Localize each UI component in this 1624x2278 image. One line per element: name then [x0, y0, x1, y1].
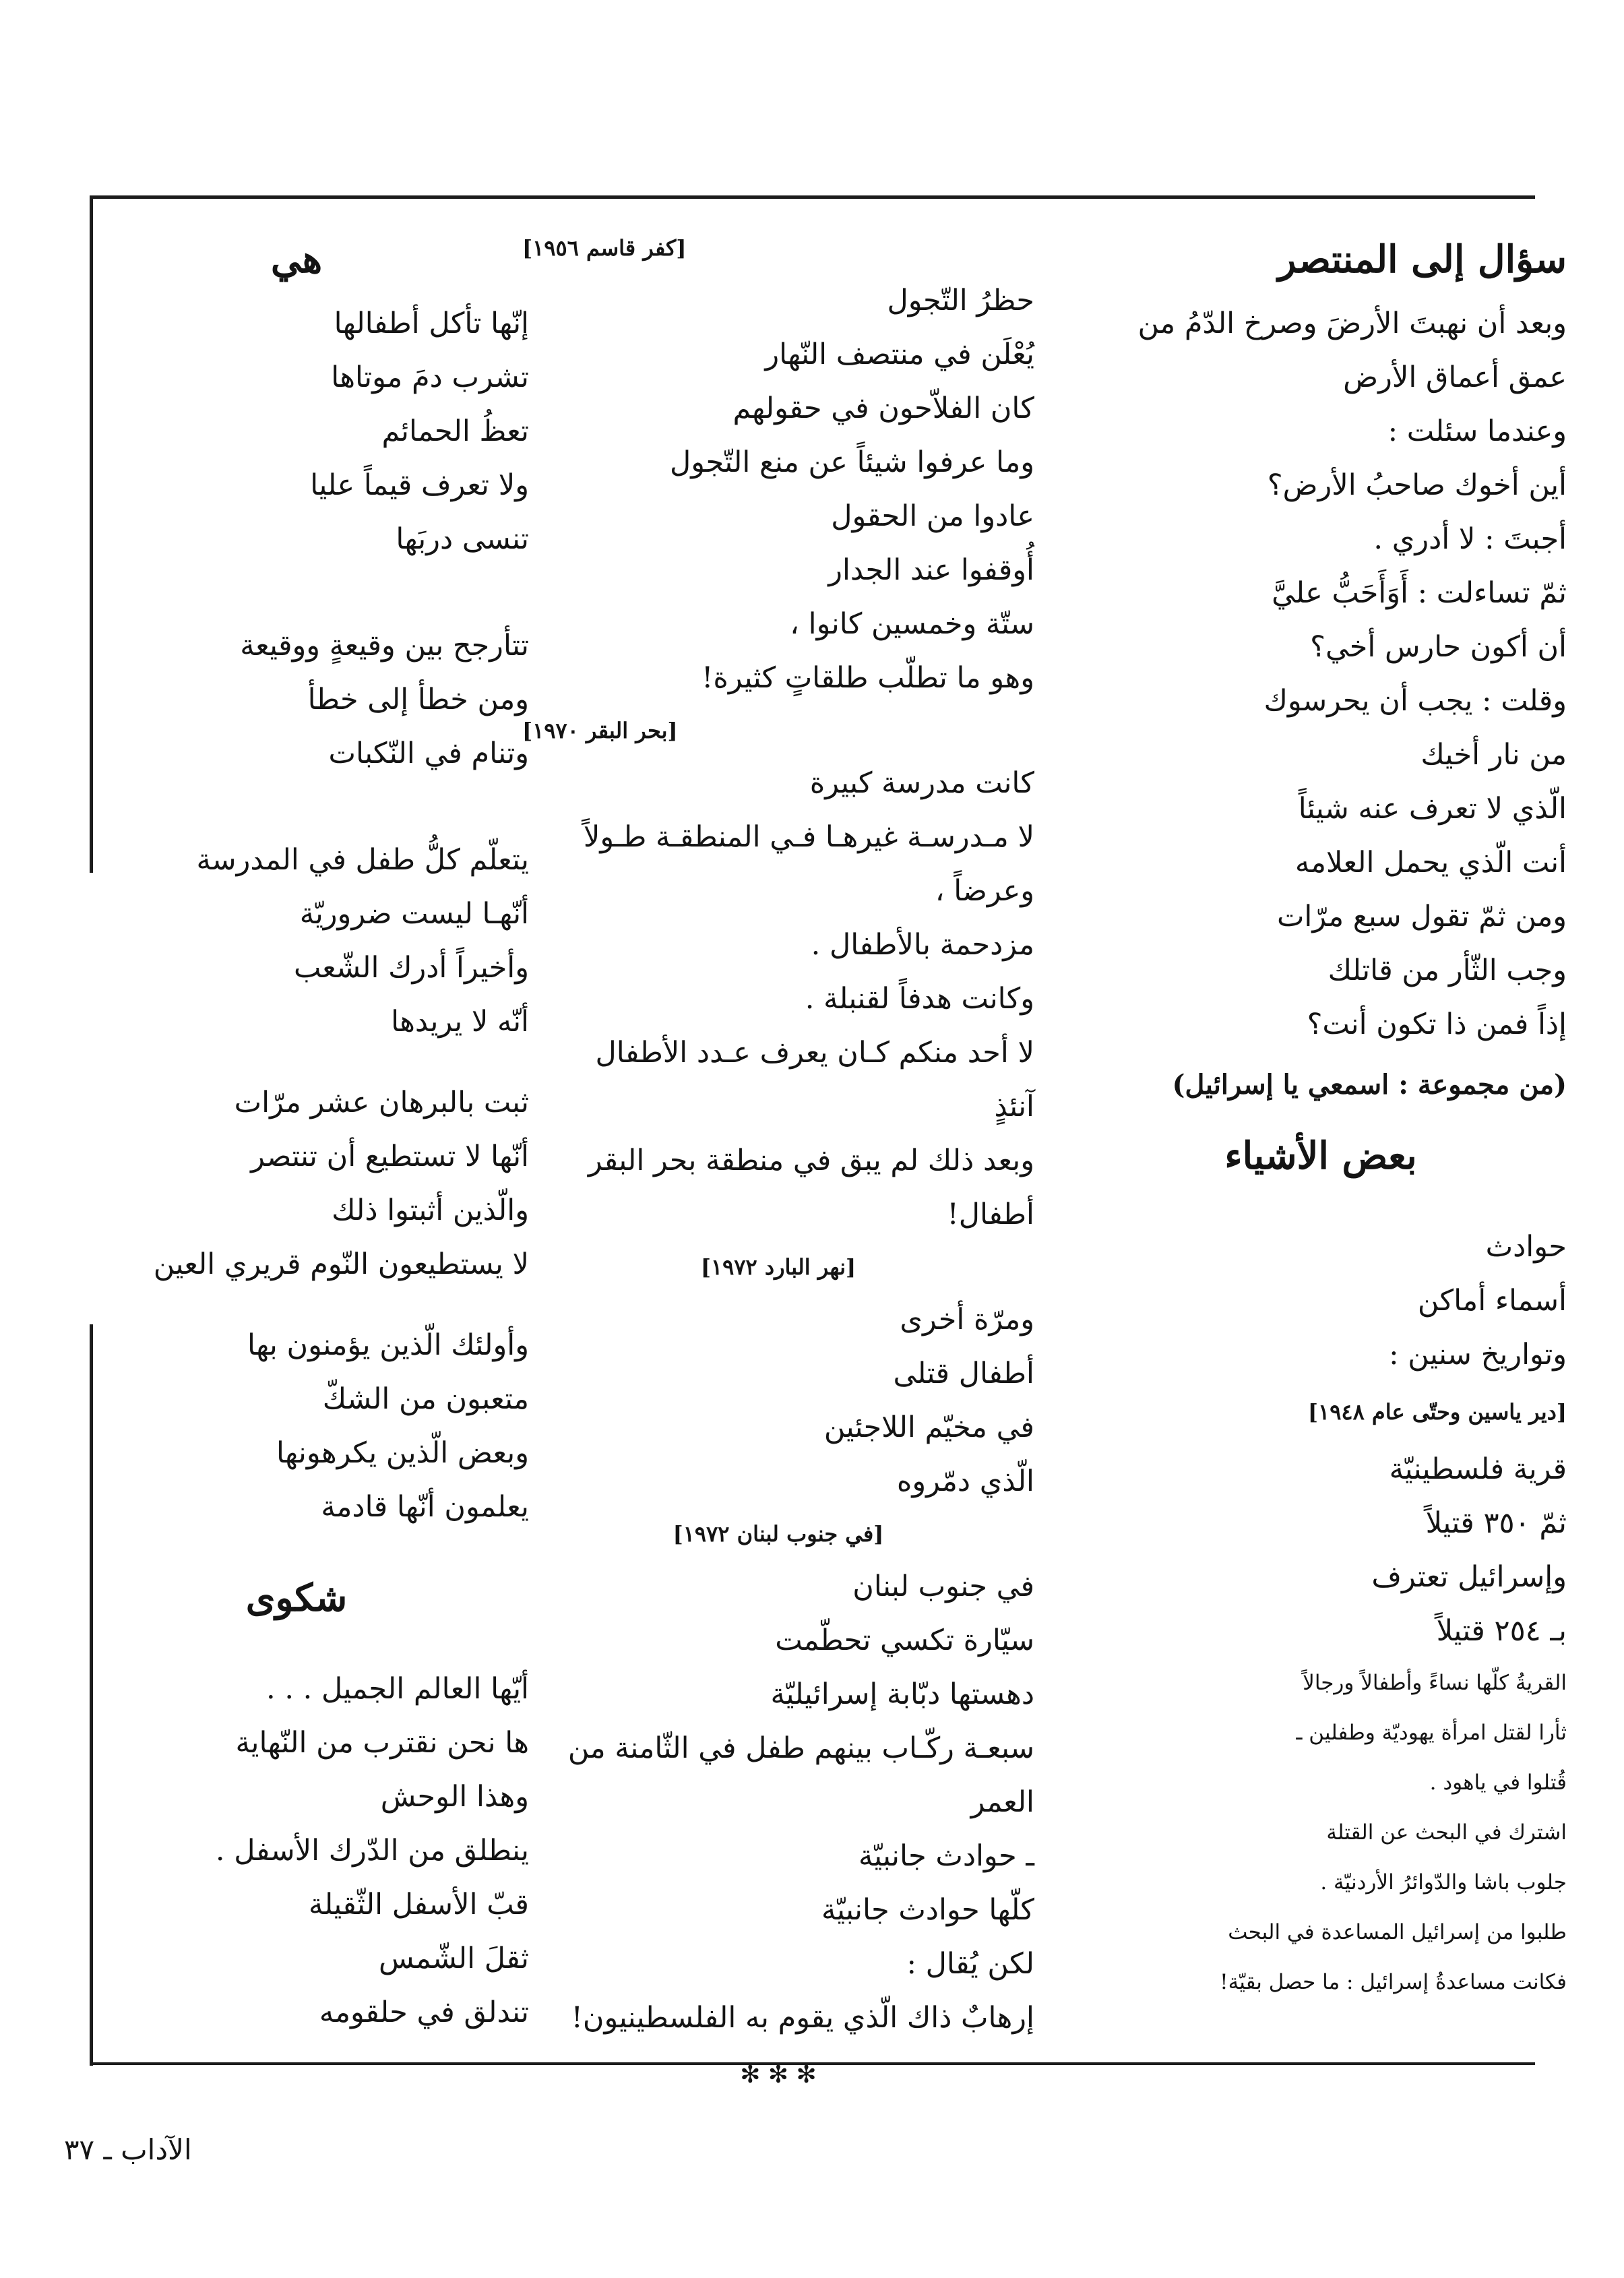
poem-line-small: جلوب باشا والدّوائرُ الأردنيّة . [1320, 1870, 1567, 1895]
poem-title-some-things: بعض الأشياء [1224, 1134, 1417, 1178]
poem-line: آنئذٍ [994, 1090, 1034, 1123]
section-subheading: [دير ياسين وحتّى عام ١٩٤٨] [1307, 1399, 1567, 1425]
poem-line: تنسى دربَها [396, 522, 529, 556]
poem-line: ـ حوادث جانبيّة [858, 1839, 1034, 1873]
poem-line: وأخيراً أدرك الشّعب [294, 951, 529, 985]
poem-line: إذاً فمن ذا تكون أنت؟ [1307, 1008, 1567, 1041]
poem-line: وعرضاً ، [935, 874, 1034, 908]
poem-line: لا أحد منكم كـان يعرف عـدد الأطفال [595, 1036, 1034, 1070]
poem-line: إنّها تأكل أطفالها [334, 307, 529, 340]
right-column [1075, 222, 1567, 2007]
poem-source-note: (من مجموعة : اسمعي يا إسرائيل) [1172, 1069, 1567, 1101]
poem-line: أنّه لا يريدها [391, 1005, 529, 1039]
poem-title-she: هي [270, 237, 323, 282]
poem-line: أسماء أماكن [1417, 1284, 1567, 1318]
poem-line: وهذا الوحش [380, 1780, 529, 1814]
poem-line: بـ ٢٥٤ قتيلاً [1436, 1614, 1567, 1648]
poem-line: أطفال! [947, 1198, 1034, 1231]
frame-top-rule [90, 195, 1535, 199]
poem-line: لكن يُقال : [906, 1947, 1034, 1981]
poem-line: سيّارة تكسي تحطّمت [775, 1624, 1034, 1657]
poem-line-small: فكانت مساعدةُ إسرائيل : ما حصل بقيّة! [1220, 1970, 1567, 1994]
poem-line: الّذي دمّروه [896, 1465, 1034, 1498]
section-subheading: [كفر قاسم ١٩٥٦] [522, 235, 687, 261]
poem-line: ثمّ ٣٥٠ قتيلاً [1425, 1506, 1567, 1540]
poem-line: إرهابٌ ذاك الّذي يقوم به الفلسطينيون! [571, 2001, 1034, 2035]
page-footer: الآداب ـ ٣٧ [64, 2133, 192, 2166]
poem-line: كلّها حوادث جانبيّة [821, 1893, 1034, 1927]
poem-line: وكانت هدفاً لقنبلة . [805, 982, 1034, 1016]
poem-line: لا مـدرسـة غيرهـا فـي المنطقـة طـولاً [583, 820, 1034, 854]
poem-line: أن أكون حارس أخي؟ [1310, 630, 1567, 664]
poem-line: ثمّ تساءلت : أَوَأَحَبُّ عليَّ [1272, 576, 1567, 610]
poem-line: ولا تعرف قيماً عليا [310, 468, 529, 502]
poem-line: عادوا من الحقول [831, 499, 1034, 533]
poem-line: مزدحمة بالأطفال . [811, 928, 1034, 962]
poem-line: وهو ما تطلّب طلقاتٍ كثيرة! [701, 661, 1034, 695]
poem-line: من نار أخيك [1420, 738, 1567, 772]
middle-column [522, 222, 1034, 2105]
poem-line: قبّ الأسفل الثّقيلة [309, 1888, 529, 1921]
poem-line: سبعـة ركّـاب بينهم طفل في الثّامنة من [567, 1731, 1034, 1765]
poem-line: أطفال قتلى [893, 1357, 1034, 1390]
poem-line: يعلمون أنّها قادمة [321, 1490, 529, 1524]
poem-line: كانت مدرسة كبيرة [809, 766, 1034, 800]
poem-line: والّذين أثبتوا ذلك [332, 1194, 529, 1227]
poem-line: يُعْلَن في منتصف النّهار [765, 338, 1034, 371]
poem-line-small: طلبوا من إسرائيل المساعدة في البحث [1228, 1920, 1567, 1944]
poem-line-small: ثأرا لقتل امرأة يهوديّة وطفلين ـ [1296, 1721, 1567, 1745]
poem-line: قرية فلسطينيّة [1389, 1452, 1567, 1486]
poem-line: ستّة وخمسين كانوا ، [790, 607, 1034, 641]
poem-line-small: قُتلوا في ياهود . [1429, 1771, 1567, 1795]
section-subheading: [في جنوب لبنان ١٩٧٢] [673, 1521, 884, 1547]
poem-line: وبعد ذلك لم يبق في منطقة بحر البقر [588, 1144, 1034, 1177]
poem-line: وأولئك الّذين يؤمنون بها [247, 1328, 529, 1362]
poem-line: ثبت بالبرهان عشر مرّات [234, 1086, 529, 1119]
poem-line: وعندما سئلت : [1387, 414, 1567, 448]
poem-line: العمر [970, 1785, 1034, 1819]
poem-line: أين أخوك صاحبُ الأرض؟ [1267, 468, 1567, 502]
poem-line: أنّهـا ليست ضروريّة [299, 897, 529, 931]
poem-line: وتنام في النّكبات [328, 737, 529, 770]
poem-line: تعظُ الحمائم [381, 414, 529, 448]
poem-line: الّذي لا تعرف عنه شيئاً [1298, 792, 1567, 826]
poem-line: دهستها دبّابة إسرائيليّة [770, 1677, 1034, 1711]
poem-line: أنّها لا تستطيع أن تنتصر [251, 1140, 529, 1173]
poem-line: أُوقفوا عند الجدار [828, 553, 1034, 587]
poem-line: ومن ثمّ تقول سبع مرّات [1276, 900, 1567, 933]
poem-line: أنت الّذي يحمل العلامه [1294, 846, 1567, 880]
section-subheading: [نهر البارد ١٩٧٢] [700, 1254, 856, 1280]
poem-line: ها نحن نقترب من النّهاية [235, 1726, 529, 1760]
poem-line: ومرّة أخرى [900, 1303, 1034, 1336]
poem-line-small: القريةُ كلّها نساءً وأطفالاً ورجالاً [1303, 1671, 1567, 1695]
poem-title-complaint: شكوى [245, 1576, 348, 1620]
poem-line-small: اشترك في البحث عن القتلة [1326, 1820, 1567, 1845]
poem-line: يتعلّم كلُّ طفل في المدرسة [196, 843, 529, 877]
poem-line: عمق أعماق الأرض [1343, 361, 1567, 394]
poem-line: وتواريخ سنين : [1389, 1338, 1567, 1372]
poem-line: تندلق في حلقومه [319, 1996, 529, 2029]
poem-title-question-to-victor: سؤال إلى المنتصر [1278, 237, 1567, 282]
poem-line: ثقلَ الشّمس [378, 1942, 529, 1975]
poem-line: حظرُ التّجول [887, 284, 1034, 317]
poem-line: كان الفلاّحون في حقولهم [732, 392, 1034, 425]
poem-line: حوادث [1485, 1230, 1567, 1264]
poem-line: متعبون من الشكّ [322, 1382, 529, 1416]
poem-line: وبعد أن نهبتَ الأرضَ وصرخ الدّمُ من [1137, 307, 1567, 340]
poem-line: وبعض الّذين يكرهونها [276, 1436, 529, 1470]
poem-line: ومن خطأ إلى خطأ [307, 683, 529, 716]
poem-line: لا يستطيعون النّوم قريري العين [153, 1248, 529, 1281]
poem-line: أيّها العالم الجميل . . . [266, 1672, 529, 1706]
poem-line: في مخيّم اللاجئين [823, 1411, 1034, 1444]
section-separator-stars: ✻ ✻ ✻ [740, 2061, 817, 2089]
poem-line: وجب الثّأر من قاتلك [1328, 954, 1567, 987]
poem-line: في جنوب لبنان [852, 1570, 1034, 1603]
poem-line: وقلت : يجب أن يحرسوك [1263, 684, 1567, 718]
section-subheading: [بحر البقر ١٩٧٠] [522, 718, 678, 743]
poem-line: تتأرجح بين وقيعةٍ ووقيعة [240, 629, 529, 663]
poem-line: أجبتَ : لا أدري . [1373, 522, 1567, 556]
poem-line: وإسرائيل تعترف [1371, 1560, 1567, 1594]
poem-line: تشرب دمَ موتاها [331, 361, 529, 394]
left-column [64, 222, 529, 2039]
poem-line: ينطلق من الدّرك الأسفل . [215, 1834, 529, 1868]
poem-line: وما عرفوا شيئاً عن منع التّجول [670, 445, 1034, 479]
poem-question-to-victor [1075, 297, 1567, 1051]
